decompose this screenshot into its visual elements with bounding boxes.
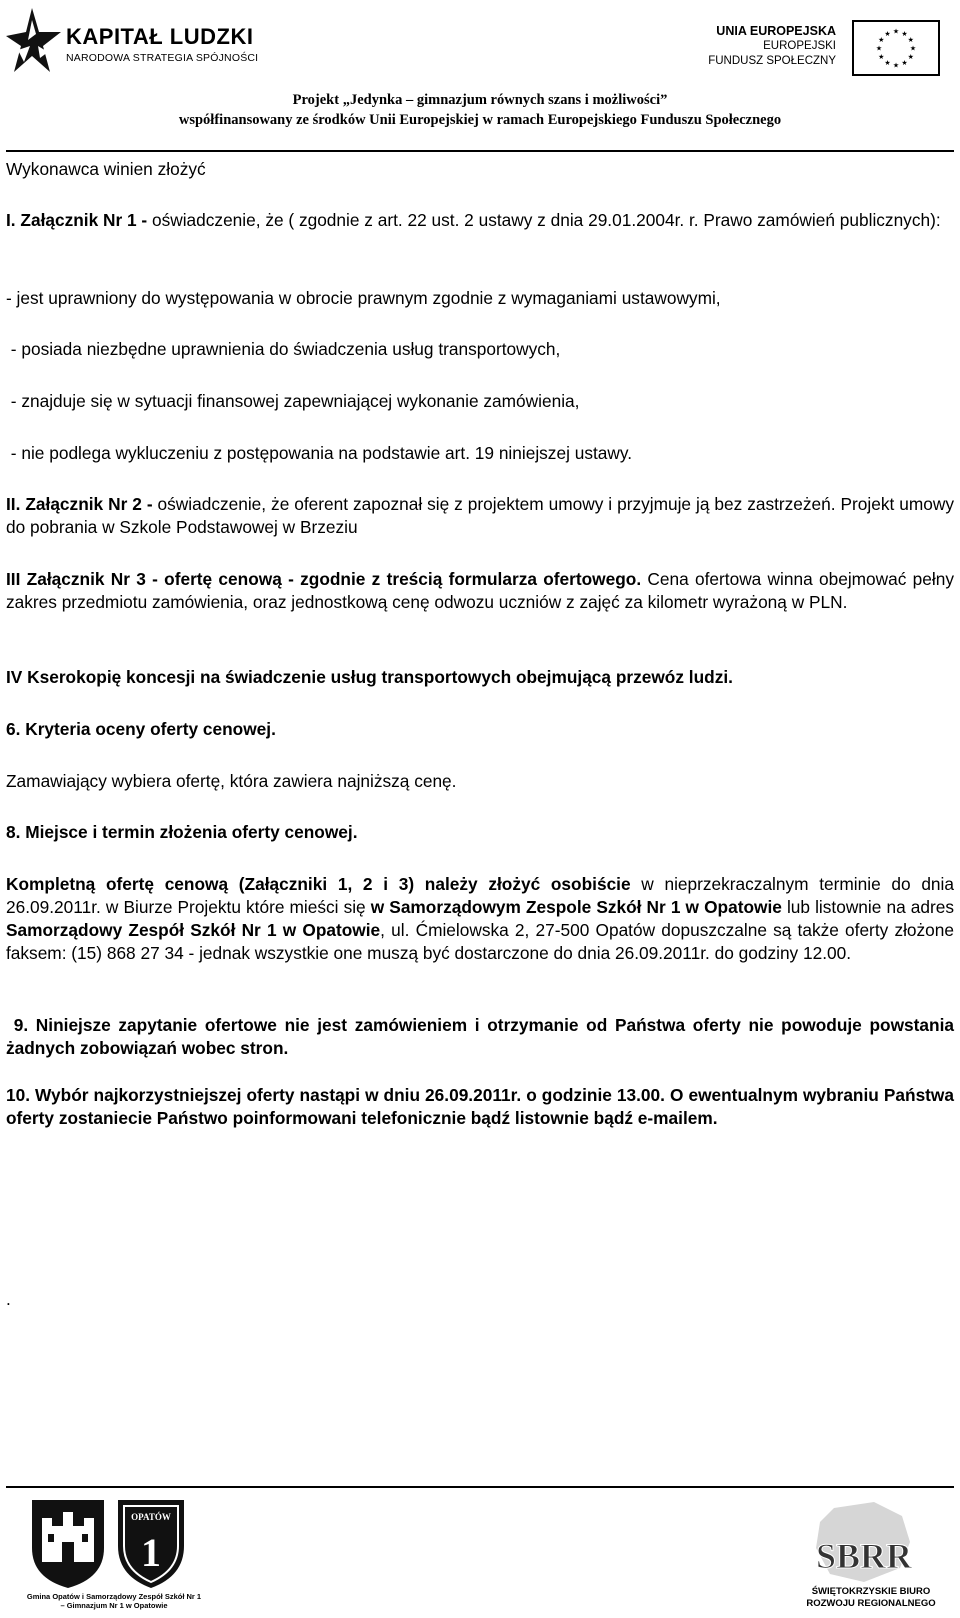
school-badge-label: OPATÓW — [131, 1512, 171, 1522]
eu-logo — [708, 20, 950, 80]
eu-text — [708, 24, 836, 69]
section-8-bold-2: w Samorządowym Zespole Szkół Nr 1 w Opatowie — [370, 897, 782, 917]
section-6-heading: 6. Kryteria oceny oferty cenowej. — [6, 719, 276, 739]
school-badge-number: 1 — [141, 1530, 161, 1575]
section-8-heading: 8. Miejsce i termin złożenia oferty cenowej. — [6, 822, 358, 842]
attachment-1 — [6, 209, 954, 232]
requirement-2: - posiada niezbędne uprawnienia do świadczenia usług transportowych, — [6, 339, 561, 359]
section-10: 10. Wybór najkorzystniejszej oferty nastąpi w dniu 26.09.2011r. o godzinie 13.00. O ewentualnym wybraniu Państwa oferty zostaniecie Państwo poinformowani telefonicznie bądź listownie bądź e-mailem. — [6, 1085, 954, 1128]
requirement-4: - nie podlega wykluczeniu z postępowania na podstawie art. 19 niniejszej ustawy. — [6, 443, 633, 463]
section-8-bold-1: Kompletną ofertę cenową (Załączniki 1, 2 i 3) należy złożyć osobiście — [6, 874, 631, 894]
attachment-3 — [6, 568, 954, 614]
eu-star-icon: ★ — [884, 59, 891, 68]
footer-caption — [24, 1592, 204, 1610]
attachment-2 — [6, 493, 954, 539]
sbrr-caption — [796, 1586, 946, 1610]
eu-star-icon: ★ — [878, 36, 885, 44]
eu-line-2: EUROPEJSKI — [763, 40, 836, 52]
eu-star-icon: ★ — [884, 29, 891, 38]
footer-caption-line-1: Gmina Opatów i Samorządowy Zespół Szkół Nr 1 — [26, 1592, 202, 1601]
section-9: 9. Niniejsze zapytanie ofertowe nie jest zamówieniem i otrzymanie od Państwa oferty nie powoduje powstania żadnych zobowiązań wobec stron. — [6, 1015, 959, 1058]
eu-star-icon: ★ — [909, 44, 917, 53]
eu-star-icon: ★ — [875, 44, 883, 53]
requirement-3: - znajduje się w sytuacji finansowej zapewniającej wykonanie zamówienia, — [6, 391, 580, 411]
kapital-ludzki-logo — [6, 6, 266, 76]
section-8-text-2: lub listownie na adres — [781, 897, 954, 917]
sbrr-caption-line-1: ŚWIĘTOKRZYSKIE BIURO — [811, 1586, 931, 1597]
kapital-ludzki-title: KAPITAŁ LUDZKI — [66, 24, 254, 49]
sbrr-logo-text: SBRR — [815, 1536, 913, 1576]
eu-star-icon: ★ — [892, 27, 900, 36]
attachment-3-label: III Załącznik Nr 3 - ofertę cenową - zgodnie z treścią formularza ofertowego. — [6, 569, 642, 589]
trailing-dot: . — [6, 1289, 11, 1309]
eu-line-3: FUNDUSZ SPOŁECZNY — [708, 55, 836, 67]
header-divider — [6, 150, 954, 152]
attachment-1-label: I. Załącznik Nr 1 - — [6, 210, 148, 230]
requirement-1: - jest uprawniony do występowania w obrocie prawnym zgodnie z wymaganiami ustawowymi, — [6, 288, 721, 308]
project-cofinancing: współfinansowany ze środków Unii Europejskiej w ramach Europejskiego Funduszu Społecznego — [178, 112, 782, 128]
section-8-bold-3: Samorządowy Zespół Szkół Nr 1 w Opatowie — [6, 920, 381, 940]
section-8-text-3: , ul. Ćmielowska 2, 27-500 Opatów dopuszczalne są także oferty złożone faksem: (15) 868 27 34 - jednak wszystkie one muszą być dostarczone do dnia 26.09.2011r. do godziny 12.00. — [6, 920, 955, 963]
footer-caption-line-2: – Gimnazjum Nr 1 w Opatowie — [60, 1601, 168, 1610]
eu-line-1: UNIA EUROPEJSKA — [716, 24, 836, 38]
intro-text: Wykonawca winien złożyć — [6, 159, 206, 179]
attachment-2-text: oświadczenie, że oferent zapoznał się z projektem umowy i przyjmuje ją bez zastrzeżeń. Projekt umowy do pobrania w Szkole Podstawowej w Brzeziu — [6, 494, 954, 537]
kapital-ludzki-subtitle: NARODOWA STRATEGIA SPÓJNOŚCI — [66, 52, 259, 64]
eu-flag-icon — [852, 20, 940, 76]
opatow-coat-of-arms-icon — [28, 1496, 108, 1590]
attachment-3-text: Cena ofertowa winna obejmować pełny zakres przedmiotu zamówienia, oraz jednostkową cenę odwozu uczniów z zajęć za kilometr wyrażoną w PLN. — [6, 569, 954, 612]
eu-star-icon: ★ — [907, 53, 914, 61]
sbrr-caption-line-2: ROZWOJU REGIONALNEGO — [806, 1598, 936, 1609]
kapital-ludzki-star-icon — [6, 6, 62, 76]
attachment-4: IV Kserokopię koncesji na świadczenie usług transportowych obejmującą przewóz ludzi. — [6, 667, 733, 687]
eu-star-icon: ★ — [878, 53, 885, 61]
page-footer — [0, 1490, 960, 1618]
section-6-text: Zamawiający wybiera ofertę, która zawiera najniższą cenę. — [6, 771, 457, 791]
attachment-2-label: II. Załącznik Nr 2 - — [6, 494, 153, 514]
school-badge-icon — [114, 1496, 188, 1590]
page-header — [0, 0, 960, 150]
footer-divider — [6, 1486, 954, 1488]
section-8-text-1: w nieprzekraczalnym terminie do dnia 26.09.2011r. w Biurze Projektu które mieści się — [6, 874, 954, 917]
section-8-text — [6, 873, 954, 965]
eu-star-icon: ★ — [901, 29, 908, 38]
eu-star-icon: ★ — [901, 59, 908, 68]
eu-star-icon: ★ — [892, 61, 900, 70]
eu-star-icon: ★ — [907, 36, 914, 44]
attachment-1-text: oświadczenie, że ( zgodnie z art. 22 ust. 2 ustawy z dnia 29.01.2004r. r. Prawo zamówień publicznych): — [147, 210, 941, 230]
project-title: Projekt „Jedynka – gimnazjum równych szans i możliwości” — [292, 92, 668, 108]
